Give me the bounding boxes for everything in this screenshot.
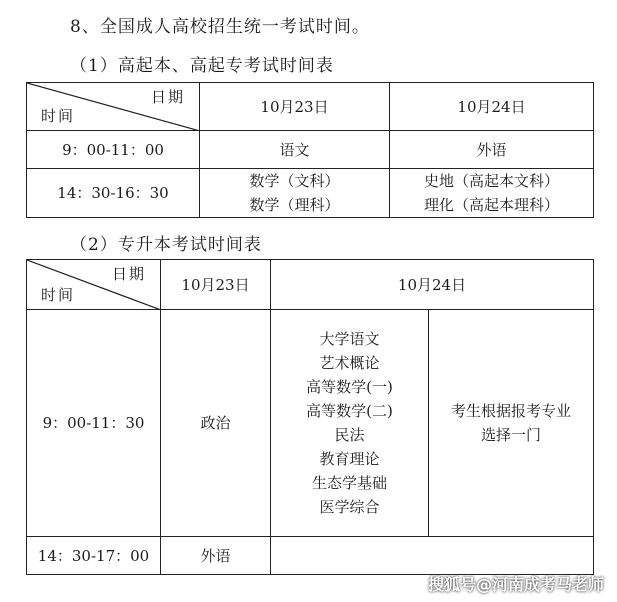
- note-line: 选择一门: [480, 426, 541, 444]
- corner-time-label: 时间: [41, 107, 76, 125]
- empty-cell: [271, 537, 594, 575]
- table1-header-row: [27, 83, 594, 131]
- subject-cell: [390, 169, 594, 218]
- table1-date-oct24: 10月24日: [390, 83, 594, 131]
- table1-corner-cell: [27, 83, 200, 131]
- subject-cell: 外语: [390, 131, 594, 169]
- time-cell: 9：00-11：30: [27, 310, 161, 537]
- subject-cell: 政治: [161, 310, 271, 537]
- table1-title: （1）高起本、高起专考试时间表: [70, 56, 334, 76]
- table2-header-row: [27, 260, 594, 310]
- subject-line: 理化（高起本理科）: [423, 196, 559, 214]
- subject-line: 教育理论: [319, 450, 380, 468]
- subject-line: 高等数学(一): [306, 378, 393, 396]
- table-row: [27, 310, 594, 537]
- subject-line: 医学综合: [319, 498, 380, 516]
- section-heading: 8、全国成人高校招生统一考试时间。: [70, 17, 370, 37]
- subject-cell: 语文: [200, 131, 390, 169]
- subject-line: 艺术概论: [319, 354, 380, 372]
- subject-list-cell: [271, 310, 429, 537]
- table1-date-oct23: 10月23日: [200, 83, 390, 131]
- corner-time-label: 时间: [41, 286, 76, 304]
- subject-cell: 外语: [161, 537, 271, 575]
- corner-date-label: 日期: [111, 265, 146, 283]
- table2-date-oct23: 10月23日: [161, 260, 271, 310]
- table2-title: （2）专升本考试时间表: [70, 235, 262, 255]
- note-cell: [429, 310, 594, 537]
- subject-line: 民法: [334, 426, 365, 444]
- schedule-table-zhuanshengben: [26, 259, 594, 575]
- subject-line: 数学（理科）: [249, 196, 340, 214]
- note-line: 考生根据报考专业: [450, 402, 571, 420]
- time-cell: 14：30-16：30: [27, 169, 200, 218]
- time-cell: 14：30-17：00: [27, 537, 161, 575]
- table2-corner-cell: [27, 260, 161, 310]
- subject-line: 高等数学(二): [306, 402, 393, 420]
- schedule-table-gaoqi: [26, 82, 594, 218]
- subject-line: 数学（文科）: [249, 172, 340, 190]
- corner-date-label: 日期: [150, 88, 185, 106]
- watermark: 搜狐号@河南成考马老师: [428, 575, 605, 594]
- subject-line: 生态学基础: [311, 474, 387, 492]
- table-row: [27, 537, 594, 575]
- table2-date-oct24: 10月24日: [271, 260, 594, 310]
- subject-cell: [200, 169, 390, 218]
- subject-line: 史地（高起本文科）: [423, 172, 559, 190]
- table-row: [27, 131, 594, 169]
- time-cell: 9：00-11：00: [27, 131, 200, 169]
- subject-line: 大学语文: [319, 330, 380, 348]
- table-row: [27, 169, 594, 218]
